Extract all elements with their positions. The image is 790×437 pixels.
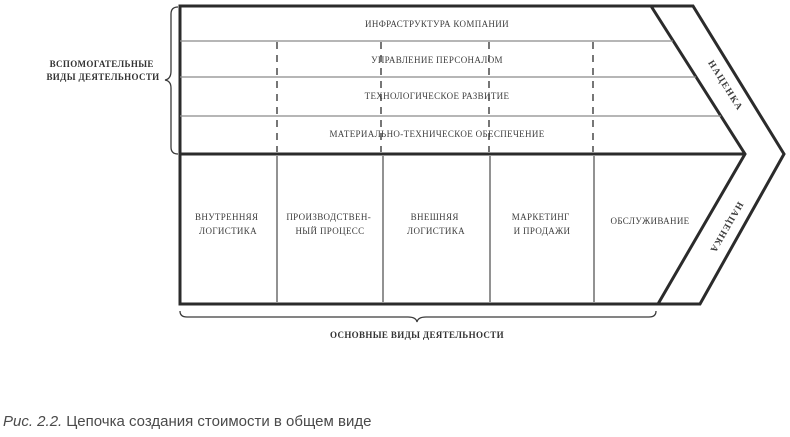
primary-axis-label: ОСНОВНЫЕ ВИДЫ ДЕЯТЕЛЬНОСТИ: [330, 330, 504, 340]
support-row-label-infrastructure: ИНФРАСТРУКТУРА КОМПАНИИ: [365, 19, 509, 29]
primary-column-label-operations: ПРОИЗВОДСТВЕН- НЫЙ ПРОЦЕСС: [286, 212, 372, 236]
primary-column-label-service: ОБСЛУЖИВАНИЕ: [610, 216, 690, 226]
figure-caption-number: Рис. 2.2.: [3, 413, 63, 430]
support-row-label-hr: УПРАВЛЕНИЕ ПЕРСОНАЛОМ: [371, 55, 503, 65]
support-axis-label: ВСПОМОГАТЕЛЬНЫЕ ВИДЫ ДЕЯТЕЛЬНОСТИ: [46, 59, 160, 82]
figure-caption: [3, 413, 371, 430]
primary-column-label-outbound-logistics: ВНЕШНЯЯ ЛОГИСТИКА: [407, 212, 465, 236]
margin-label-bottom: НАЦЕНКА: [707, 199, 745, 255]
support-row-label-procurement: МАТЕРИАЛЬНО-ТЕХНИЧЕСКОЕ ОБЕСПЕЧЕНИЕ: [329, 129, 545, 139]
margin-label-top: НАЦЕНКА: [705, 58, 745, 113]
support-row-label-technology: ТЕХНОЛОГИЧЕСКОЕ РАЗВИТИЕ: [364, 91, 510, 101]
primary-column-label-inbound-logistics: ВНУТРЕННЯЯ ЛОГИСТИКА: [195, 212, 259, 236]
primary-activities-brace: [180, 311, 656, 322]
primary-column-label-marketing-sales: МАРКЕТИНГ И ПРОДАЖИ: [511, 212, 571, 236]
support-activities-brace: [165, 7, 178, 154]
figure-caption-title: Цепочка создания стоимости в общем виде: [66, 413, 372, 430]
